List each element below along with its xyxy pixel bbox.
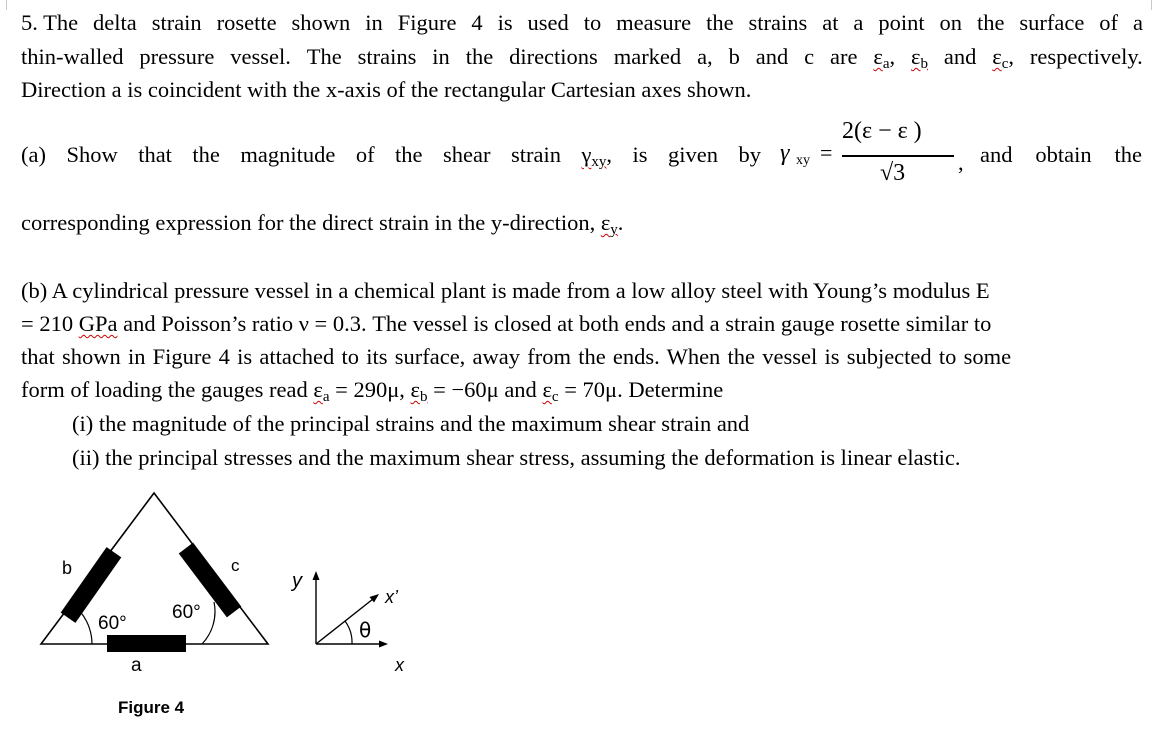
strain-eb: $\varepsilon_b$ xyxy=(911,44,928,72)
theta-label: θ xyxy=(359,618,372,642)
angle-label-left: 60° xyxy=(98,613,127,634)
axis-x-prime-label: x’ xyxy=(385,587,398,607)
page-corner-mark xyxy=(6,0,17,10)
axis-y-label: y xyxy=(292,570,302,592)
part-b-line-4: form of loading the gauges read $\varepsilon_a = 290\mu$, $\varepsilon_b = -60\mu$ and $\varepsilon_c = 70\mu$. Determine xyxy=(21,377,724,405)
formula-numerator: 2(ε − ε ) xyxy=(842,118,922,144)
strain-ea: $\varepsilon_a$, xyxy=(873,44,896,72)
axis-x-label: x xyxy=(395,655,404,675)
part-a-line-2: corresponding expression for the direct strain in the y-direction, $\varepsilon_y$. xyxy=(21,210,624,238)
fraction-bar xyxy=(842,155,954,157)
cartesian-axes xyxy=(313,571,389,648)
shear-strain-formula: γ xy = 2(ε − ε ) √3 xyxy=(780,118,960,198)
strain-ec: $\varepsilon_c$, xyxy=(992,44,1014,72)
figure-4-rosette xyxy=(0,480,470,732)
part-a-line-1: (a) Show that the magnitude of the shear strain $\gamma_{xy}$, is given by xyxy=(21,140,761,177)
angle-arc-right xyxy=(202,602,215,644)
part-b-ii: (ii) the principal stresses and the maximum shear stress, assuming the deformation is linear elastic. xyxy=(72,445,961,470)
label-a: a xyxy=(131,655,142,676)
part-b-i: (i) the magnitude of the principal strains and the maximum shear strain and xyxy=(72,411,750,436)
part-a-comma: , xyxy=(958,150,964,175)
part-a-line-1-tail: and obtain the xyxy=(980,142,1142,167)
part-b-line-3: that shown in Figure 4 is attached to its surface, away from the ends. When the vessel is subjected to some xyxy=(21,344,1012,369)
q5-line-1: 5. The delta strain rosette shown in Figure 4 is used to measure the strains at a point on the surface of a xyxy=(21,10,1143,35)
part-b-line-1: (b) A cylindrical pressure vessel in a chemical plant is made from a low alloy steel with Young’s modulus E xyxy=(21,278,990,303)
label-c: c xyxy=(231,556,240,575)
shear-strain-symbol: $\gamma_{xy}$, xyxy=(581,142,613,170)
q5-line-2: thin-walled pressure vessel. The strains in the directions marked a, b and c are $\varepsilon_a$, $\varepsilon_b$ and $\varepsilon_c$, respectively. xyxy=(21,42,1143,79)
part-b-line-2: = 210 GPa and Poisson’s ratio ν = 0.3. The vessel is closed at both ends and a strain gauge rosette similar to xyxy=(21,311,992,336)
formula-denominator: √3 xyxy=(880,160,906,186)
q5-line-3: Direction a is coincident with the x-axis of the rectangular Cartesian axes shown. xyxy=(21,77,752,102)
angle-label-right: 60° xyxy=(172,602,201,623)
figure-caption: Figure 4 xyxy=(118,698,185,717)
gauge-a xyxy=(107,635,186,652)
label-b: b xyxy=(62,558,73,578)
